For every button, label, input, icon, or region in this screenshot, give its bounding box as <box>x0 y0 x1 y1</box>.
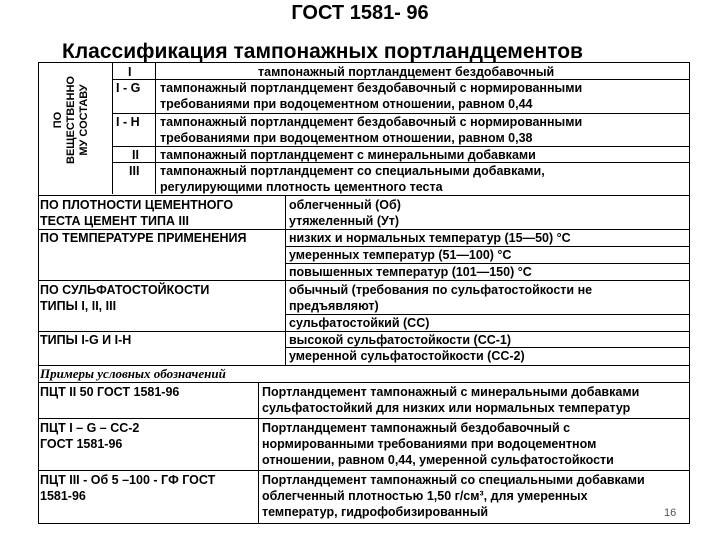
example-1-desc-2: сульфатостойкий для низких или нормальных температур <box>262 401 631 415</box>
page-number: 16 <box>664 507 677 519</box>
desc-ii: тампонажный портландцемент с минеральными добавками <box>160 148 536 162</box>
types-gh-value-1: высокой сульфатостойкости (СС-1) <box>289 333 512 347</box>
desc-ih-1: тампонажный портландцемент бездобавочный с нормированными <box>160 115 583 129</box>
sulfate-value-2: предъявляют) <box>289 299 379 313</box>
code-ii: II <box>132 148 139 162</box>
example-3-code-2: 1581-96 <box>40 489 86 503</box>
desc-iii-2: регулирующими плотность цементного теста <box>160 180 443 194</box>
desc-ig-2: требованиями при водоцементном отношении, равном 0,44 <box>160 97 533 111</box>
document-subtitle: Классификация тампонажных портландцементов <box>62 40 583 63</box>
example-1-code: ПЦТ II 50 ГОСТ 1581-96 <box>40 385 180 399</box>
code-ig: I - G <box>116 81 141 95</box>
types-gh-value-2: умеренной сульфатостойкости (СС-2) <box>289 349 525 363</box>
temperature-label: ПО ТЕМПЕРАТУРЕ ПРИМЕНЕНИЯ <box>40 231 247 245</box>
sulfate-value-3: сульфатостойкий (СС) <box>289 316 430 330</box>
example-2-desc-2: нормированными требованиями при водоцементном <box>262 437 597 451</box>
document-title: ГОСТ 1581- 96 <box>291 2 429 24</box>
types-gh-label: ТИПЫ I-G И I-H <box>40 333 132 347</box>
desc-i: тампонажный портландцемент бездобавочный <box>258 65 555 79</box>
density-label-1: ПО ПЛОТНОСТИ ЦЕМЕНТНОГО <box>40 198 234 212</box>
temperature-value-3: повышенных температур (101—150) °С <box>289 265 532 279</box>
example-3-desc-3: температур, гидрофобизированный <box>262 505 489 519</box>
density-label-2: ТЕСТА ЦЕМЕНТ ТИПА III <box>40 214 189 228</box>
code-ih: I - H <box>116 115 140 129</box>
temperature-value-1: низких и нормальных температур (15—50) °С <box>289 231 571 245</box>
code-i: I <box>128 65 132 79</box>
code-iii: III <box>129 164 140 178</box>
example-2-code-1: ПЦТ I – G – CC-2 <box>40 421 140 435</box>
example-3-desc-2: облегченный плотностью 1,50 г/см³, для умеренных <box>262 489 588 503</box>
density-value-2: утяжеленный (Ут) <box>289 214 400 228</box>
sulfate-label-1: ПО СУЛЬФАТОСТОЙКОСТИ <box>40 283 210 297</box>
example-2-desc-3: отношении, равном 0,44, умеренной сульфатостойкости <box>262 453 614 467</box>
example-2-desc-1: Портландцемент тампонажный бездобавочный с <box>262 421 571 435</box>
example-1-desc-1: Портландцемент тампонажный с минеральными добавками <box>262 385 640 399</box>
temperature-value-2: умеренных температур (51—100) °С <box>289 248 512 262</box>
sulfate-label-2: ТИПЫ I, II, III <box>40 299 117 313</box>
examples-heading: Примеры условных обозначений <box>40 366 226 381</box>
example-2-code-2: ГОСТ 1581-96 <box>40 437 123 451</box>
desc-ih-2: требованиями при водоцементном отношении, равном 0,38 <box>160 131 533 145</box>
density-value-1: облегченный (Об) <box>289 198 401 212</box>
example-3-code-1: ПЦТ III - Об 5 –100 - ГФ ГОСТ <box>40 473 216 487</box>
example-3-desc-1: Портландцемент тампонажный со специальными добавками <box>262 473 645 487</box>
desc-ig-1: тампонажный портландцемент бездобавочный с нормированными <box>160 81 583 95</box>
sulfate-value-1: обычный (требования по сульфатостойкости не <box>289 283 593 297</box>
desc-iii-1: тампонажный портландцемент со специальными добавками, <box>160 164 545 178</box>
composition-side-label: ПО ВЕЩЕСТВЕННО МУ СОСТАВУ <box>52 76 90 164</box>
